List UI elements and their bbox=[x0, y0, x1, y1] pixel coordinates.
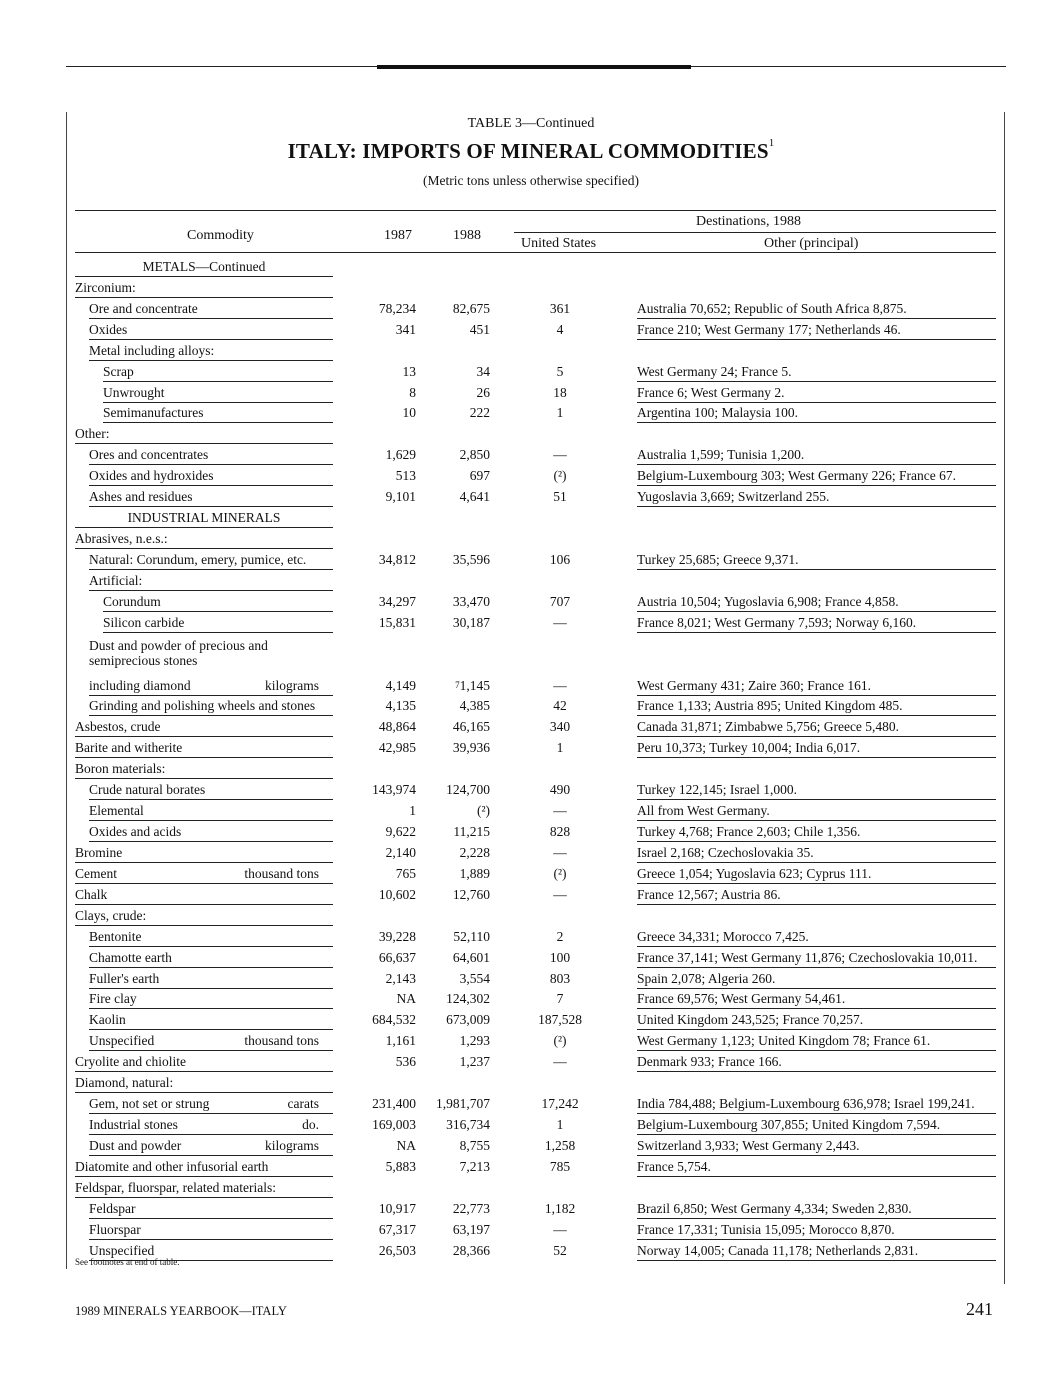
value-1987: 2,143 bbox=[385, 970, 416, 986]
row-rule bbox=[75, 1176, 333, 1177]
commodity-label-line2: semiprecious stones bbox=[89, 652, 198, 668]
row-rule bbox=[89, 360, 333, 361]
title-footnote-mark: 1 bbox=[768, 137, 775, 149]
row-rule bbox=[75, 883, 333, 884]
value-1987: 684,532 bbox=[372, 1012, 416, 1028]
value-1987: 39,228 bbox=[378, 928, 416, 944]
value-1987: 26,503 bbox=[378, 1242, 416, 1258]
row-rule bbox=[103, 422, 333, 423]
row-rule bbox=[637, 841, 996, 842]
value-1987: 536 bbox=[395, 1054, 416, 1070]
value-1988: 30,187 bbox=[452, 614, 490, 630]
commodity-label: Gem, not set or strung bbox=[89, 1096, 210, 1112]
value-1987: 1 bbox=[409, 803, 416, 819]
value-1988: 63,197 bbox=[452, 1221, 490, 1237]
value-other-destinations: Belgium-Luxembourg 307,855; United Kingdom 7,594. bbox=[637, 1117, 941, 1133]
row-rule bbox=[637, 988, 996, 989]
value-other-destinations: Yugoslavia 3,669; Switzerland 255. bbox=[637, 489, 830, 505]
commodity-label: Unspecified bbox=[89, 1242, 155, 1258]
value-other-destinations: Turkey 25,685; Greece 9,371. bbox=[637, 551, 799, 567]
value-1987: NA bbox=[396, 1137, 416, 1153]
row-rule bbox=[637, 381, 996, 382]
value-1988: 33,470 bbox=[452, 593, 490, 609]
row-rule bbox=[637, 1176, 996, 1177]
row-rule bbox=[89, 1008, 333, 1009]
value-1987: 13 bbox=[402, 363, 416, 379]
row-rule bbox=[89, 946, 333, 947]
table-title bbox=[0, 139, 1062, 164]
row-rule bbox=[89, 1155, 333, 1156]
value-united-states: 17,242 bbox=[541, 1096, 579, 1112]
group-label: Abrasives, n.e.s.: bbox=[75, 531, 168, 547]
commodity-label: Elemental bbox=[89, 803, 144, 819]
row-rule bbox=[89, 590, 333, 591]
value-1988: 39,936 bbox=[452, 740, 490, 756]
value-1988: 28,366 bbox=[452, 1242, 490, 1258]
value-united-states: 7 bbox=[556, 991, 564, 1007]
group-label: Feldspar, fluorspar, related materials: bbox=[75, 1179, 276, 1195]
row-rule bbox=[89, 1134, 333, 1135]
value-1987: 2,140 bbox=[385, 844, 416, 860]
row-rule bbox=[89, 318, 333, 319]
left-margin-rule bbox=[66, 112, 67, 1269]
value-1987: 15,831 bbox=[378, 614, 416, 630]
row-rule bbox=[75, 862, 333, 863]
value-1988-number: 1,145 bbox=[459, 677, 490, 693]
row-rule bbox=[637, 862, 996, 863]
value-other-destinations: United Kingdom 243,525; France 70,257. bbox=[637, 1012, 864, 1028]
row-rule bbox=[637, 736, 996, 737]
value-1987: 4,149 bbox=[385, 677, 416, 693]
commodity-label: Oxides and acids bbox=[89, 824, 182, 840]
commodity-label: Ores and concentrates bbox=[89, 447, 209, 463]
value-united-states: 340 bbox=[549, 719, 571, 735]
commodity-label: Grinding and polishing wheels and stones bbox=[89, 698, 316, 714]
group-label: Clays, crude: bbox=[75, 907, 147, 923]
value-united-states: 490 bbox=[549, 782, 571, 798]
row-rule bbox=[75, 297, 333, 298]
table-title-text: ITALY: IMPORTS OF MINERAL COMMODITIES bbox=[287, 139, 769, 163]
unit-label: kilograms bbox=[265, 677, 319, 693]
value-united-states: 100 bbox=[549, 949, 571, 965]
row-rule bbox=[637, 1071, 996, 1072]
value-1987: 765 bbox=[395, 865, 416, 881]
value-other-destinations: France 37,141; West Germany 11,876; Czechoslovakia 10,011. bbox=[637, 949, 978, 965]
row-rule bbox=[637, 464, 996, 465]
value-united-states: 52 bbox=[553, 1242, 567, 1258]
value-other-destinations: Peru 10,373; Turkey 10,004; India 6,017. bbox=[637, 740, 861, 756]
commodity-label: Unspecified bbox=[89, 1033, 155, 1049]
value-other-destinations: Turkey 4,768; France 2,603; Chile 1,356. bbox=[637, 824, 861, 840]
value-other-destinations: Austria 10,504; Yugoslavia 6,908; France 4,858. bbox=[637, 593, 899, 609]
row-rule bbox=[75, 757, 333, 758]
commodity-label: Chalk bbox=[75, 886, 108, 902]
commodity-label: Unwrought bbox=[103, 384, 165, 400]
row-rule bbox=[637, 820, 996, 821]
group-label: Artificial: bbox=[89, 572, 143, 588]
row-rule bbox=[89, 1218, 333, 1219]
value-1987: 4,135 bbox=[385, 698, 416, 714]
value-united-states: 42 bbox=[553, 698, 567, 714]
commodity-label: Semimanufactures bbox=[103, 405, 204, 421]
row-rule bbox=[637, 422, 996, 423]
value-1988: 4,641 bbox=[459, 489, 490, 505]
table-subtitle: (Metric tons unless otherwise specified) bbox=[423, 173, 639, 188]
commodity-label: Silicon carbide bbox=[103, 614, 185, 630]
row-rule bbox=[637, 402, 996, 403]
value-other-destinations: France 69,576; West Germany 54,461. bbox=[637, 991, 846, 1007]
group-label: Diamond, natural: bbox=[75, 1075, 174, 1091]
value-1988-footnote: 7 bbox=[455, 679, 460, 690]
value-1987: NA bbox=[396, 991, 416, 1007]
value-1988: 12,760 bbox=[452, 886, 490, 902]
row-rule bbox=[103, 611, 333, 612]
value-1988: 52,110 bbox=[453, 928, 490, 944]
value-1988: 2,850 bbox=[459, 447, 490, 463]
row-rule bbox=[89, 485, 333, 486]
commodity-label: Ore and concentrate bbox=[89, 300, 198, 316]
value-1987: 8 bbox=[409, 384, 416, 400]
value-1987: 10,917 bbox=[378, 1200, 416, 1216]
commodity-label: Bromine bbox=[75, 844, 123, 860]
value-united-states: — bbox=[553, 886, 567, 902]
header-1988: 1988 bbox=[453, 228, 481, 243]
value-1987: 34,812 bbox=[378, 551, 416, 567]
footer-yearbook-title: 1989 MINERALS YEARBOOK—ITALY bbox=[75, 1304, 287, 1318]
commodity-label: Dust and powder bbox=[89, 1137, 182, 1153]
row-rule bbox=[637, 485, 996, 486]
value-1988: 1,237 bbox=[459, 1054, 490, 1070]
value-1988: 316,734 bbox=[446, 1117, 490, 1133]
header-other-principal: Other (principal) bbox=[764, 236, 859, 251]
footnote: See footnotes at end of table. bbox=[75, 1257, 180, 1267]
unit-label: thousand tons bbox=[244, 1033, 319, 1049]
value-united-states: 1 bbox=[556, 405, 564, 421]
value-other-destinations: West Germany 431; Zaire 360; France 161. bbox=[637, 677, 871, 693]
value-united-states: 828 bbox=[549, 824, 571, 840]
group-label: Metal including alloys: bbox=[89, 342, 215, 358]
right-margin-rule bbox=[1004, 112, 1005, 1284]
value-1988 bbox=[416, 678, 490, 694]
value-united-states: (²) bbox=[553, 1033, 567, 1049]
value-united-states: — bbox=[553, 844, 567, 860]
value-united-states: — bbox=[553, 803, 567, 819]
section-heading: INDUSTRIAL MINERALS bbox=[127, 510, 281, 526]
row-rule bbox=[637, 757, 996, 758]
commodity-label: Chamotte earth bbox=[89, 949, 172, 965]
value-other-destinations: Australia 70,652; Republic of South Africa 8,875. bbox=[637, 300, 907, 316]
value-other-destinations: Spain 2,078; Algeria 260. bbox=[637, 970, 776, 986]
value-1988: 1,293 bbox=[459, 1033, 490, 1049]
row-rule bbox=[637, 799, 996, 800]
value-1988: 1,889 bbox=[459, 865, 490, 881]
value-united-states: 361 bbox=[549, 300, 571, 316]
value-other-destinations: France 12,567; Austria 86. bbox=[637, 886, 781, 902]
value-united-states: 187,528 bbox=[538, 1012, 582, 1028]
value-1988: 4,385 bbox=[459, 698, 490, 714]
row-rule bbox=[75, 925, 333, 926]
value-united-states: 2 bbox=[556, 928, 564, 944]
row-rule bbox=[75, 1071, 333, 1072]
value-other-destinations: France 8,021; West Germany 7,593; Norway 6,160. bbox=[637, 614, 917, 630]
row-rule bbox=[637, 1029, 996, 1030]
commodity-label: Natural: Corundum, emery, pumice, etc. bbox=[89, 551, 307, 567]
table-number: TABLE 3—Continued bbox=[467, 116, 595, 131]
value-1988: 697 bbox=[469, 468, 490, 484]
value-united-states: — bbox=[553, 1054, 567, 1070]
row-rule bbox=[637, 611, 996, 612]
value-other-destinations: Greece 34,331; Morocco 7,425. bbox=[637, 928, 809, 944]
value-other-destinations: Brazil 6,850; West Germany 4,334; Sweden 2,830. bbox=[637, 1200, 912, 1216]
row-rule bbox=[89, 967, 333, 968]
commodity-label: Cryolite and chiolite bbox=[75, 1054, 186, 1070]
value-1987: 1,629 bbox=[385, 447, 416, 463]
row-rule bbox=[75, 527, 333, 528]
value-united-states: — bbox=[553, 447, 567, 463]
row-rule bbox=[103, 402, 333, 403]
value-other-destinations: Turkey 122,145; Israel 1,000. bbox=[637, 782, 797, 798]
unit-label: do. bbox=[302, 1117, 319, 1133]
value-1987: 143,974 bbox=[372, 782, 416, 798]
row-rule bbox=[637, 715, 996, 716]
value-united-states: 5 bbox=[556, 363, 564, 379]
commodity-label: Fire clay bbox=[89, 991, 137, 1007]
value-1987: 1,161 bbox=[385, 1033, 416, 1049]
row-rule bbox=[637, 1239, 996, 1240]
commodity-label: Bentonite bbox=[89, 928, 142, 944]
value-1987: 9,622 bbox=[385, 824, 416, 840]
value-1988: 124,302 bbox=[446, 991, 490, 1007]
commodity-label: Ashes and residues bbox=[89, 489, 193, 505]
value-united-states: 1,258 bbox=[544, 1137, 576, 1153]
value-other-destinations: France 6; West Germany 2. bbox=[637, 384, 785, 400]
row-rule bbox=[637, 632, 996, 633]
value-other-destinations: All from West Germany. bbox=[637, 803, 770, 819]
value-other-destinations: West Germany 1,123; United Kingdom 78; France 61. bbox=[637, 1033, 931, 1049]
group-label: Boron materials: bbox=[75, 761, 166, 777]
value-1988: 222 bbox=[469, 405, 490, 421]
value-1987: 67,317 bbox=[378, 1221, 416, 1237]
row-rule bbox=[89, 464, 333, 465]
value-1987: 78,234 bbox=[378, 300, 416, 316]
value-other-destinations: Switzerland 3,933; West Germany 2,443. bbox=[637, 1137, 860, 1153]
commodity-label-line3: including diamond bbox=[89, 677, 191, 693]
header-bottom-rule bbox=[75, 252, 996, 253]
value-other-destinations: Israel 2,168; Czechoslovakia 35. bbox=[637, 844, 814, 860]
value-1987: 513 bbox=[395, 468, 416, 484]
value-1988: (²) bbox=[476, 803, 490, 819]
value-1987: 231,400 bbox=[372, 1096, 416, 1112]
commodity-label: Diatomite and other infusorial earth bbox=[75, 1158, 269, 1174]
value-1988: 35,596 bbox=[452, 551, 490, 567]
row-rule bbox=[75, 548, 333, 549]
row-rule bbox=[75, 1092, 333, 1093]
section-heading: METALS—Continued bbox=[142, 258, 266, 274]
header-united-states: United States bbox=[521, 236, 597, 251]
value-1988: 64,601 bbox=[452, 949, 490, 965]
group-label: Zirconium: bbox=[75, 279, 136, 295]
value-other-destinations: West Germany 24; France 5. bbox=[637, 363, 792, 379]
row-rule bbox=[637, 1113, 996, 1114]
value-other-destinations: India 784,488; Belgium-Luxembourg 636,978; Israel 199,241. bbox=[637, 1096, 975, 1112]
unit-label: thousand tons bbox=[244, 865, 319, 881]
row-rule bbox=[89, 506, 333, 507]
header-destinations: Destinations, 1988 bbox=[696, 214, 801, 229]
value-other-destinations: Argentina 100; Malaysia 100. bbox=[637, 405, 798, 421]
commodity-label: Scrap bbox=[103, 363, 134, 379]
commodity-label: Barite and witherite bbox=[75, 740, 183, 756]
value-1987: 10,602 bbox=[378, 886, 416, 902]
commodity-label: Industrial stones bbox=[89, 1117, 178, 1133]
row-rule bbox=[637, 318, 996, 319]
commodity-label: Fluorspar bbox=[89, 1221, 141, 1237]
value-1987: 66,637 bbox=[378, 949, 416, 965]
commodity-label: Crude natural borates bbox=[89, 782, 206, 798]
value-1987: 5,883 bbox=[385, 1158, 416, 1174]
row-rule bbox=[75, 904, 333, 905]
row-rule bbox=[75, 443, 333, 444]
value-united-states: 4 bbox=[556, 321, 564, 337]
row-rule bbox=[75, 736, 333, 737]
row-rule bbox=[637, 946, 996, 947]
top-rule-accent bbox=[377, 65, 691, 69]
commodity-label: Feldspar bbox=[89, 1200, 136, 1216]
value-1987: 48,864 bbox=[378, 719, 416, 735]
value-1988: 8,755 bbox=[459, 1137, 490, 1153]
value-other-destinations: Denmark 933; France 166. bbox=[637, 1054, 782, 1070]
value-united-states: — bbox=[553, 614, 567, 630]
commodity-label: Oxides and hydroxides bbox=[89, 468, 214, 484]
value-1988: 2,228 bbox=[459, 844, 490, 860]
row-rule bbox=[637, 1134, 996, 1135]
value-other-destinations: Norway 14,005; Canada 11,178; Netherlands 2,831. bbox=[637, 1242, 919, 1258]
header-1987: 1987 bbox=[384, 228, 412, 243]
destinations-rule bbox=[514, 232, 996, 233]
row-rule bbox=[89, 339, 333, 340]
commodity-label: Oxides bbox=[89, 321, 128, 337]
value-united-states: 106 bbox=[549, 551, 571, 567]
value-other-destinations: Canada 31,871; Zimbabwe 5,756; Greece 5,480. bbox=[637, 719, 900, 735]
row-rule bbox=[637, 1155, 996, 1156]
value-united-states: 803 bbox=[549, 970, 571, 986]
value-united-states: 18 bbox=[553, 384, 567, 400]
value-1987: 9,101 bbox=[385, 489, 416, 505]
row-rule bbox=[637, 695, 996, 696]
value-1988: 82,675 bbox=[452, 300, 490, 316]
value-other-destinations: Belgium-Luxembourg 303; West Germany 226; France 67. bbox=[637, 468, 956, 484]
value-united-states: (²) bbox=[553, 468, 567, 484]
row-rule bbox=[89, 1239, 333, 1240]
row-rule bbox=[89, 569, 333, 570]
value-other-destinations: France 1,133; Austria 895; United Kingdom 485. bbox=[637, 698, 903, 714]
row-rule bbox=[89, 1113, 333, 1114]
row-rule bbox=[637, 883, 996, 884]
value-other-destinations: France 5,754. bbox=[637, 1158, 711, 1174]
row-rule bbox=[89, 820, 333, 821]
value-other-destinations: Australia 1,599; Tunisia 1,200. bbox=[637, 447, 805, 463]
commodity-label: Dust and powder of precious and bbox=[89, 637, 268, 653]
value-1988: 7,213 bbox=[459, 1158, 490, 1174]
row-rule bbox=[637, 506, 996, 507]
row-rule bbox=[637, 1218, 996, 1219]
value-1988: 3,554 bbox=[459, 970, 490, 986]
commodity-label: Cement bbox=[75, 865, 117, 881]
value-1987: 42,985 bbox=[378, 740, 416, 756]
value-other-destinations: France 17,331; Tunisia 15,095; Morocco 8,870. bbox=[637, 1221, 895, 1237]
value-united-states: 1 bbox=[556, 1117, 564, 1133]
commodity-label: Corundum bbox=[103, 593, 161, 609]
row-rule bbox=[637, 569, 996, 570]
value-1987: 10 bbox=[402, 405, 416, 421]
value-other-destinations: Greece 1,054; Yugoslavia 623; Cyprus 111. bbox=[637, 865, 872, 881]
value-united-states: 1 bbox=[556, 740, 564, 756]
value-1987: 169,003 bbox=[372, 1117, 416, 1133]
header-commodity: Commodity bbox=[187, 228, 254, 243]
row-rule bbox=[637, 967, 996, 968]
value-united-states: (²) bbox=[553, 865, 567, 881]
value-united-states: — bbox=[553, 1221, 567, 1237]
row-rule bbox=[637, 1008, 996, 1009]
value-1988: 26 bbox=[476, 384, 490, 400]
commodity-label: Asbestos, crude bbox=[75, 719, 161, 735]
row-rule bbox=[89, 799, 333, 800]
row-rule bbox=[103, 381, 333, 382]
unit-label: kilograms bbox=[265, 1137, 319, 1153]
page-number: 241 bbox=[966, 1299, 993, 1319]
row-rule bbox=[637, 339, 996, 340]
commodity-label: Kaolin bbox=[89, 1012, 126, 1028]
value-1988: 673,009 bbox=[446, 1012, 490, 1028]
row-rule bbox=[103, 632, 333, 633]
value-1988: 451 bbox=[469, 321, 490, 337]
value-1988: 46,165 bbox=[452, 719, 490, 735]
row-rule bbox=[637, 1050, 996, 1051]
value-1988: 22,773 bbox=[452, 1200, 490, 1216]
value-united-states: 707 bbox=[549, 593, 571, 609]
row-rule bbox=[89, 1029, 333, 1030]
value-united-states: 785 bbox=[549, 1158, 571, 1174]
row-rule bbox=[89, 695, 333, 696]
table-top-rule bbox=[75, 210, 996, 211]
value-united-states: — bbox=[553, 677, 567, 693]
row-rule bbox=[637, 1260, 996, 1261]
commodity-label: Fuller's earth bbox=[89, 970, 160, 986]
value-1988: 124,700 bbox=[446, 782, 490, 798]
group-label: Other: bbox=[75, 426, 110, 442]
row-rule bbox=[89, 988, 333, 989]
value-other-destinations: France 210; West Germany 177; Netherlands 46. bbox=[637, 321, 901, 337]
row-rule bbox=[89, 841, 333, 842]
row-rule bbox=[637, 904, 996, 905]
value-1988: 34 bbox=[476, 363, 490, 379]
row-rule bbox=[89, 715, 333, 716]
row-rule bbox=[75, 276, 333, 277]
value-united-states: 51 bbox=[553, 489, 567, 505]
value-1988: 1,981,707 bbox=[436, 1096, 490, 1112]
row-rule bbox=[75, 778, 333, 779]
value-1987: 34,297 bbox=[378, 593, 416, 609]
unit-label: carats bbox=[287, 1096, 319, 1112]
row-rule bbox=[75, 1197, 333, 1198]
value-1988: 11,215 bbox=[453, 824, 490, 840]
row-rule bbox=[89, 1050, 333, 1051]
value-1987: 341 bbox=[395, 321, 416, 337]
value-united-states: 1,182 bbox=[544, 1200, 576, 1216]
